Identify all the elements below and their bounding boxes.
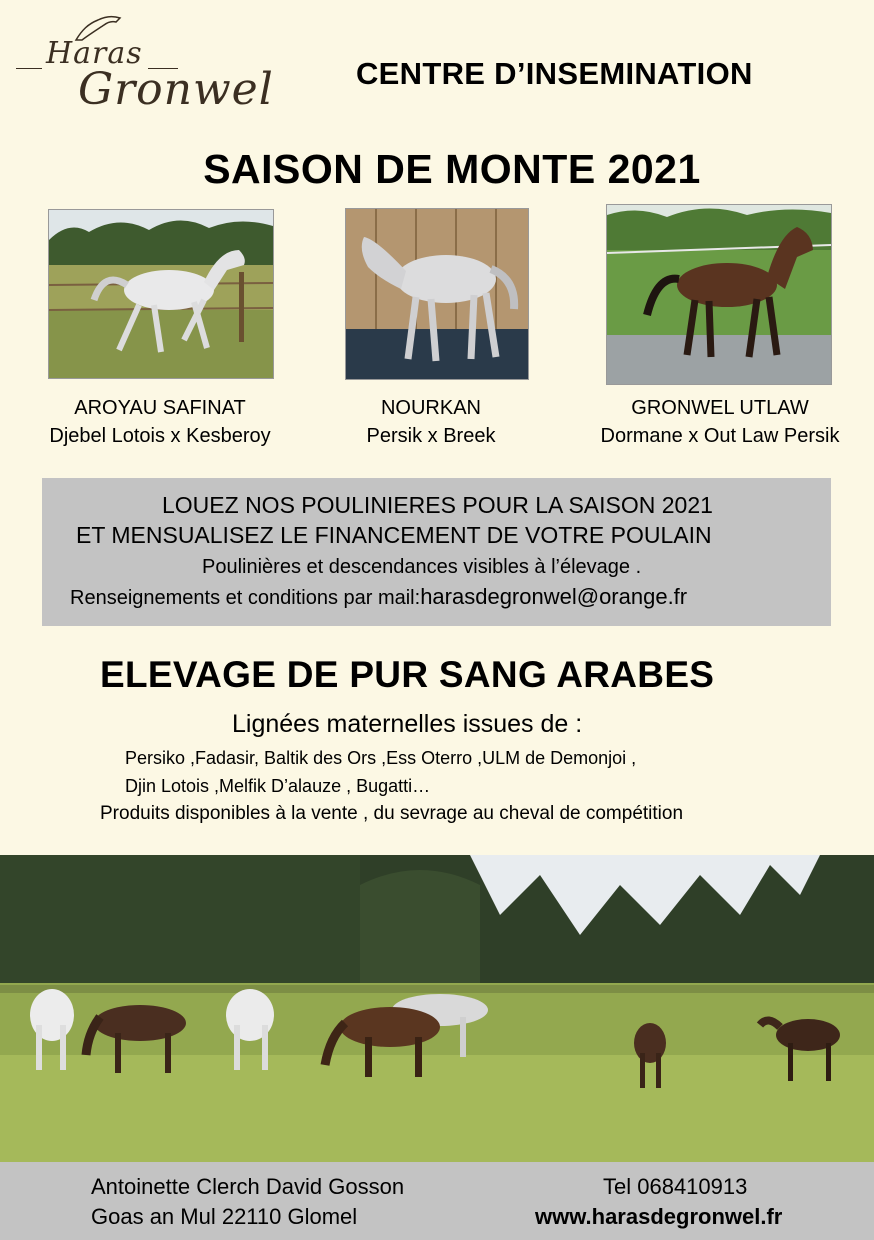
postal-address: Goas an Mul 22110 Glomel xyxy=(91,1204,358,1229)
stallion-pedigree: Dormane x Out Law Persik xyxy=(600,425,840,447)
stallion-name: AROYAU SAFINAT xyxy=(74,397,246,419)
season-title: SAISON DE MONTE 2021 xyxy=(203,146,701,192)
promo-line-4 xyxy=(70,584,687,610)
lignees-subtitle: Lignées maternelles issues de : xyxy=(232,710,583,738)
stallion-name: NOURKAN xyxy=(380,397,481,419)
promo-line-2: ET MENSUALISEZ LE FINANCEMENT DE VOTRE POULAIN xyxy=(76,522,712,548)
contact-footer xyxy=(0,1162,874,1240)
stallion-photo-nourkan xyxy=(345,208,529,380)
stallion-photo-aroyau-safinat xyxy=(48,209,274,379)
haras-gronwel-logo xyxy=(8,14,298,124)
stallion-caption-3 xyxy=(578,394,862,450)
stallion-name: GRONWEL UTLAW xyxy=(631,397,809,419)
promo-line-3: Poulinières et descendances visibles à l’élevage . xyxy=(202,556,642,578)
products-for-sale-line: Produits disponibles à la vente , du sevrage au cheval de compétition xyxy=(100,803,684,824)
logo-rule-left xyxy=(16,68,42,69)
logo-gronwel-text: Gronwel xyxy=(78,64,274,115)
stallion-caption-1 xyxy=(20,394,300,450)
lignees-list-line-1: Persiko ,Fadasir, Baltik des Ors ,Ess Oterro ,ULM de Demonjoi , xyxy=(125,748,637,768)
herd-in-pasture-photo xyxy=(0,855,874,1162)
mare-rental-promo-box xyxy=(42,478,831,626)
telephone-number[interactable]: Tel 068410913 xyxy=(603,1174,748,1199)
horse-head-logo-icon xyxy=(68,12,128,42)
elevage-title: ELEVAGE DE PUR SANG ARABES xyxy=(100,654,715,695)
promo-line-1: LOUEZ NOS POULINIERES POUR LA SAISON 2021 xyxy=(162,492,713,518)
stallion-pedigree: Persik x Breek xyxy=(366,425,496,447)
promo-email-link[interactable]: harasdegronwel@orange.fr xyxy=(420,584,688,609)
centre-insemination-title: CENTRE D’INSEMINATION xyxy=(356,56,753,91)
stallion-pedigree: Djebel Lotois x Kesberoy xyxy=(49,425,271,447)
logo-haras-text: Haras xyxy=(46,36,143,71)
stallion-photo-gronwel-utlaw xyxy=(606,204,832,385)
owner-names: Antoinette Clerch David Gosson xyxy=(91,1174,405,1199)
lignees-list-line-2: Djin Lotois ,Melfik D’alauze , Bugatti… xyxy=(125,776,431,796)
website-link[interactable]: www.harasdegronwel.fr xyxy=(535,1204,783,1229)
stallion-caption-2 xyxy=(296,394,566,450)
promo-contact-label: Renseignements et conditions par mail: xyxy=(70,587,421,609)
